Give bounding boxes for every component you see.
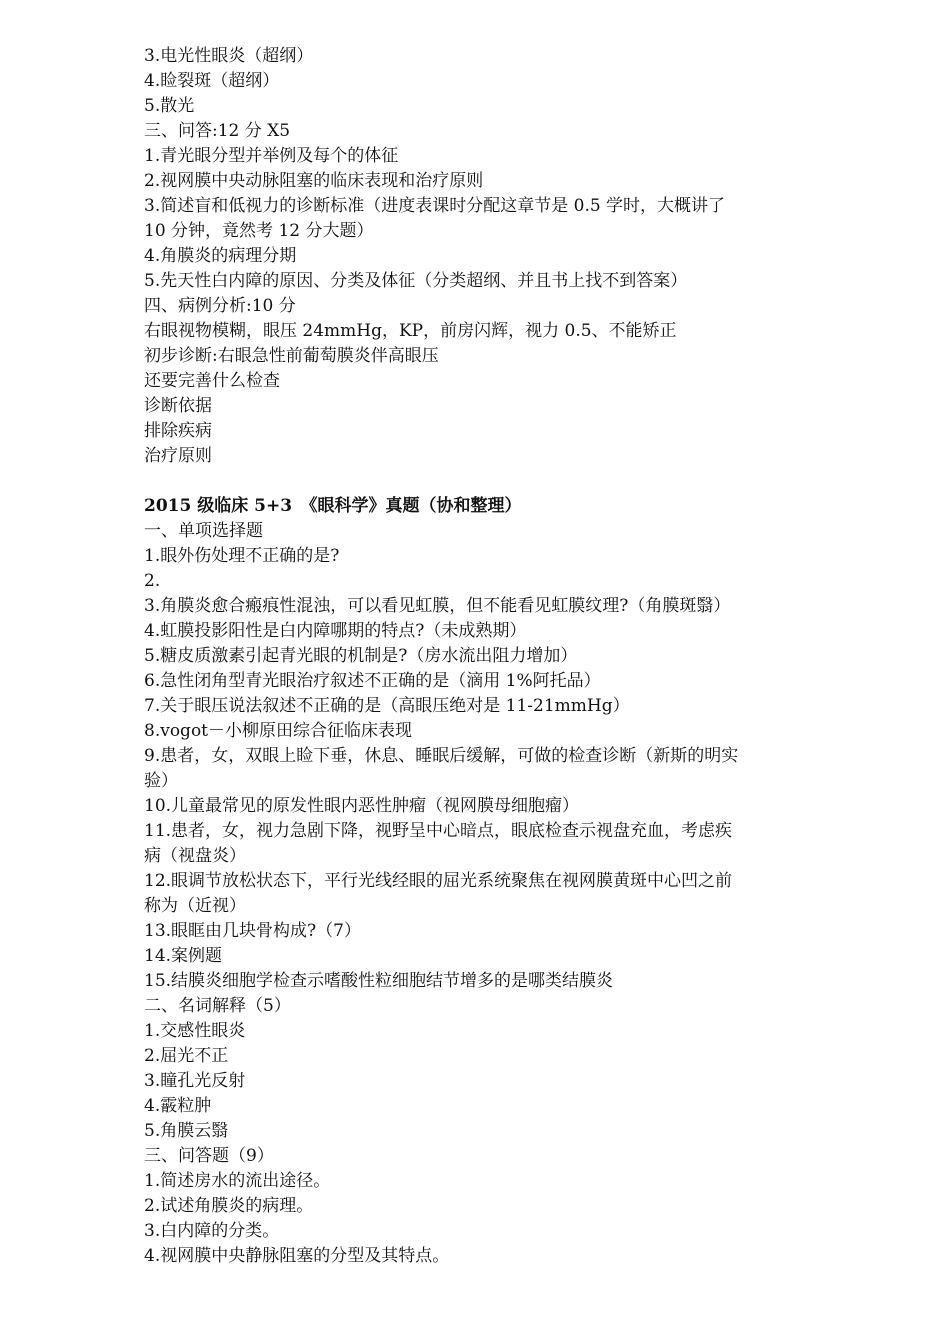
- text-line: 初步诊断:右眼急性前葡萄膜炎伴高眼压: [144, 346, 439, 366]
- text-line: 10.儿童最常见的原发性眼内恶性肿瘤（视网膜母细胞瘤）: [144, 796, 580, 816]
- text-line: 4.睑裂斑（超纲）: [144, 71, 280, 91]
- section-heading: 二、名词解释（5）: [144, 996, 291, 1016]
- text-line: 1.交感性眼炎: [144, 1021, 246, 1041]
- text-line: 称为（近视）: [144, 896, 246, 916]
- text-line: 2.: [144, 571, 161, 591]
- text-line: 4.视网膜中央静脉阻塞的分型及其特点。: [144, 1246, 450, 1266]
- text-line: 13.眼眶由几块骨构成?（7）: [144, 921, 361, 941]
- text-line: 9.患者，女，双眼上睑下垂，休息、睡眠后缓解，可做的检查诊断（新斯的明实: [144, 746, 739, 766]
- text-line: 3.角膜炎愈合瘢痕性混浊，可以看见虹膜，但不能看见虹膜纹理?（角膜斑翳）: [144, 596, 731, 616]
- section-heading: 三、问答题（9）: [144, 1146, 274, 1166]
- text-line: 还要完善什么检查: [144, 371, 280, 391]
- document-page: [144, 44, 844, 1269]
- text-line: 5.糖皮质激素引起青光眼的机制是?（房水流出阻力增加）: [144, 646, 578, 666]
- text-line: 诊断依据: [144, 396, 212, 416]
- text-line: 1.青光眼分型并举例及每个的体征: [144, 146, 399, 166]
- text-line: 3.瞳孔光反射: [144, 1071, 246, 1091]
- text-line: 14.案例题: [144, 946, 223, 966]
- text-line: 治疗原则: [144, 446, 212, 466]
- exam-title: 2015 级临床 5+3 《眼科学》真题（协和整理）: [144, 496, 522, 516]
- text-line: 2.视网膜中央动脉阻塞的临床表现和治疗原则: [144, 171, 484, 191]
- text-line: 4.角膜炎的病理分期: [144, 246, 297, 266]
- text-line: 4.霰粒肿: [144, 1096, 212, 1116]
- section-2015-exam: [144, 494, 844, 1269]
- section-heading: 一、单项选择题: [144, 521, 263, 541]
- section-previous-exam: [144, 44, 844, 469]
- text-line: 1.眼外伤处理不正确的是?: [144, 546, 340, 566]
- section-heading: 四、病例分析:10 分: [144, 296, 296, 316]
- text-line: 8.vogot－小柳原田综合征临床表现: [144, 721, 413, 741]
- text-line: 排除疾病: [144, 421, 212, 441]
- text-line: 7.关于眼压说法叙述不正确的是（高眼压绝对是 11-21mmHg）: [144, 696, 630, 716]
- text-line: 4.虹膜投影阳性是白内障哪期的特点?（未成熟期）: [144, 621, 527, 641]
- text-line: 5.散光: [144, 96, 195, 116]
- blank-line: [144, 469, 844, 494]
- text-line: 3.简述盲和低视力的诊断标准（进度表课时分配这章节是 0.5 学时，大概讲了: [144, 196, 726, 216]
- text-line: 15.结膜炎细胞学检查示嗜酸性粒细胞结节增多的是哪类结膜炎: [144, 971, 614, 991]
- text-line: 3.电光性眼炎（超纲）: [144, 46, 314, 66]
- text-line: 1.简述房水的流出途径。: [144, 1171, 331, 1191]
- text-line: 5.先天性白内障的原因、分类及体征（分类超纲、并且书上找不到答案）: [144, 271, 688, 291]
- text-line: 3.白内障的分类。: [144, 1221, 280, 1241]
- text-line: 右眼视物模糊，眼压 24mmHg，KP，前房闪辉，视力 0.5、不能矫正: [144, 321, 677, 341]
- text-line: 病（视盘炎）: [144, 846, 246, 866]
- text-line: 2.试述角膜炎的病理。: [144, 1196, 314, 1216]
- text-line: 10 分钟，竟然考 12 分大题）: [144, 221, 374, 241]
- text-line: 2.屈光不正: [144, 1046, 229, 1066]
- text-line: 验）: [144, 771, 178, 791]
- text-line: 6.急性闭角型青光眼治疗叙述不正确的是（滴用 1%阿托品）: [144, 671, 601, 691]
- text-line: 11.患者，女，视力急剧下降，视野呈中心暗点，眼底检查示视盘充血，考虑疾: [144, 821, 733, 841]
- text-line: 5.角膜云翳: [144, 1121, 229, 1141]
- text-line: 12.眼调节放松状态下，平行光线经眼的屈光系统聚焦在视网膜黄斑中心凹之前: [144, 871, 733, 891]
- section-heading: 三、问答:12 分 X5: [144, 121, 291, 141]
